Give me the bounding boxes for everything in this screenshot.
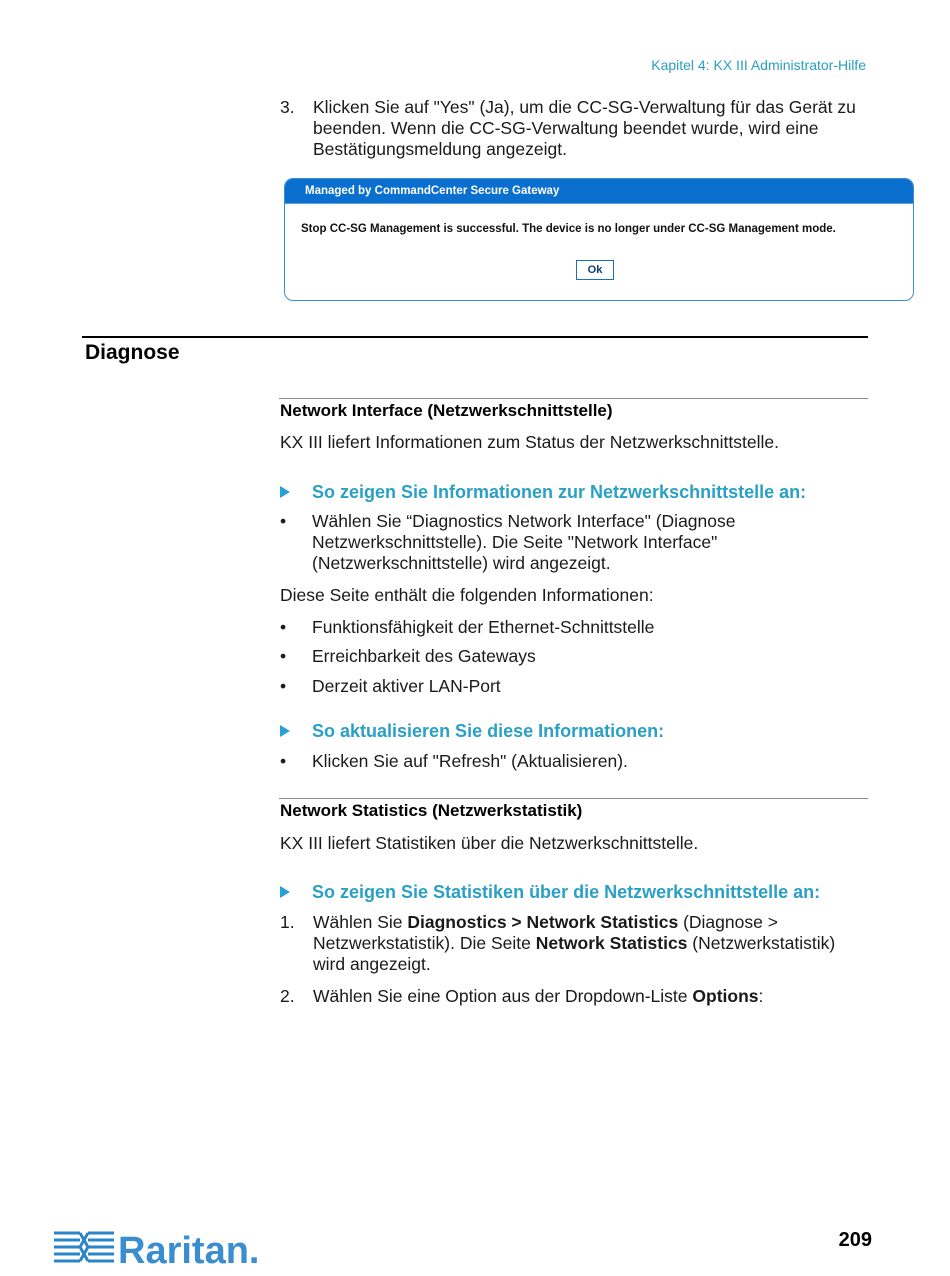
procedure-title: So zeigen Sie Informationen zur Netzwerkschnittstelle an: xyxy=(312,482,807,502)
step-number: 2. xyxy=(280,986,295,1006)
procedure-title: So zeigen Sie Statistiken über die Netzwerkschnittstelle an: xyxy=(312,882,821,902)
subsection-heading-network-statistics: Network Statistics (Netzwerkstatistik) xyxy=(280,801,583,820)
raritan-logo-icon xyxy=(52,1226,274,1270)
menu-path: Diagnostics > Network Statistics xyxy=(407,912,679,932)
section-title: Diagnose xyxy=(85,341,180,364)
procedure-heading xyxy=(280,482,806,503)
page-name: Network Statistics xyxy=(535,933,688,953)
confirmation-dialog xyxy=(284,178,914,301)
list-item-text: Funktionsfähigkeit der Ethernet-Schnittstelle xyxy=(312,617,655,637)
list-item-text: Erreichbarkeit des Gateways xyxy=(312,646,536,666)
step-1 xyxy=(280,912,870,975)
page-number: 209 xyxy=(838,1229,872,1251)
paragraph: Diese Seite enthält die folgenden Informationen: xyxy=(280,585,654,605)
step-text: Klicken Sie auf "Yes" (Ja), um die CC-SG-Verwaltung für das Gerät zu beenden. Wenn die CC-SG-Verwaltung beendet wurde, wird eine Bestätigungsmeldung angezeigt. xyxy=(313,97,856,159)
bullet-icon: • xyxy=(280,676,287,696)
running-header: Kapitel 4: KX III Administrator-Hilfe xyxy=(651,57,866,73)
list-item-text: Klicken Sie auf "Refresh" (Aktualisieren). xyxy=(312,751,628,771)
section-divider xyxy=(82,336,868,338)
bullet-icon: • xyxy=(280,617,287,637)
step-number: 1. xyxy=(280,912,295,932)
list-item xyxy=(280,676,870,697)
intro-paragraph: KX III liefert Informationen zum Status der Netzwerkschnittstelle. xyxy=(280,432,779,452)
bullet-icon: • xyxy=(280,646,287,666)
step-text: Wählen Sie eine Option aus der Dropdown-Liste Options: xyxy=(313,986,764,1006)
arrow-right-icon xyxy=(280,886,290,898)
bullet-icon: • xyxy=(280,751,287,771)
subsection-heading-network-interface: Network Interface (Netzwerkschnittstelle) xyxy=(280,401,613,420)
list-item xyxy=(280,617,870,638)
arrow-right-icon xyxy=(280,725,290,737)
step-3 xyxy=(280,97,870,160)
step-2 xyxy=(280,986,870,1007)
procedure-heading xyxy=(280,721,664,742)
list-item-text: Wählen Sie “Diagnostics Network Interface" (Diagnose Netzwerkschnittstelle). Die Seite "Network Interface" (Netzwerkschnittstelle) wird angezeigt. xyxy=(312,511,736,573)
raritan-logo xyxy=(52,1226,274,1270)
subsection-divider xyxy=(279,398,868,399)
list-item xyxy=(280,751,870,772)
ok-button[interactable]: Ok xyxy=(576,260,614,280)
list-item-text: Derzeit aktiver LAN-Port xyxy=(312,676,501,696)
dialog-message: Stop CC-SG Management is successful. The device is no longer under CC-SG Management mode. xyxy=(301,223,836,235)
bullet-icon: • xyxy=(280,511,287,531)
arrow-right-icon xyxy=(280,486,290,498)
step-number: 3. xyxy=(280,97,295,117)
dropdown-name: Options xyxy=(692,986,759,1006)
dialog-title: Managed by CommandCenter Secure Gateway xyxy=(285,179,913,204)
step-text: Wählen Sie Diagnostics > Network Statistics (Diagnose > Netzwerkstatistik). Die Seite Network Statistics (Netzwerkstatistik) wird angezeigt. xyxy=(313,912,836,974)
list-item xyxy=(280,511,870,574)
procedure-heading xyxy=(280,882,820,903)
subsection-divider xyxy=(279,798,868,799)
procedure-title: So aktualisieren Sie diese Informationen: xyxy=(312,721,665,741)
list-item xyxy=(280,646,870,667)
intro-paragraph: KX III liefert Statistiken über die Netzwerkschnittstelle. xyxy=(280,833,699,853)
svg-text:Raritan.: Raritan. xyxy=(118,1230,260,1270)
